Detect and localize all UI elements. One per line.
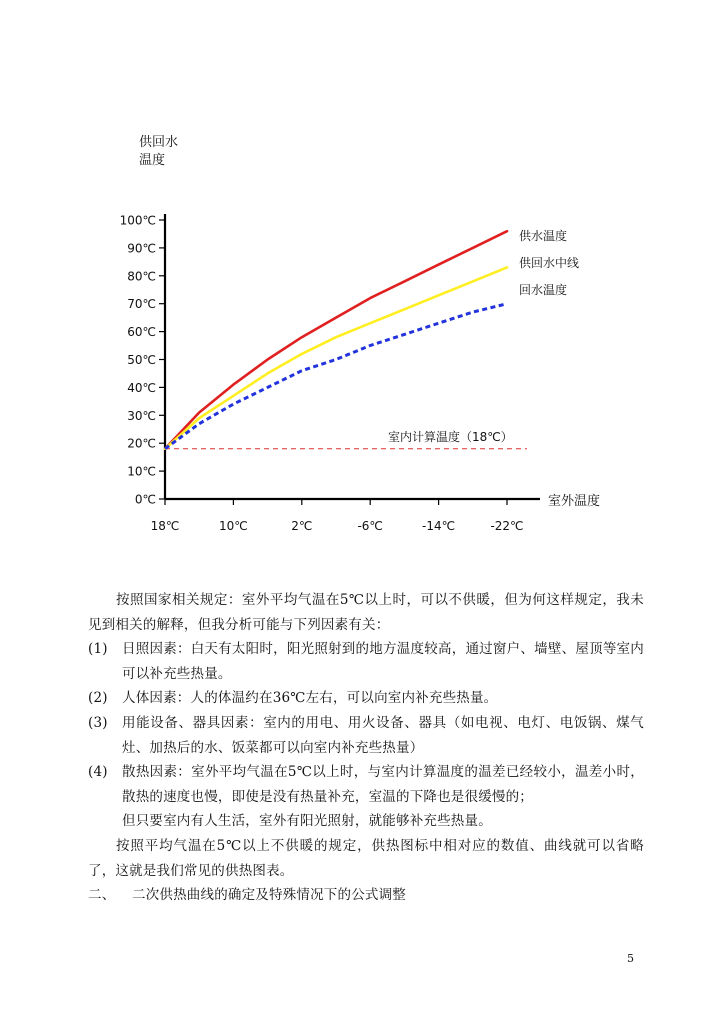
reference-line-label: 室内计算温度（18℃） xyxy=(388,429,513,444)
section-heading xyxy=(88,883,644,908)
factor-text xyxy=(122,711,644,760)
legend-label: 回水温度 xyxy=(519,283,568,297)
y-tick-label: 90℃ xyxy=(127,241,156,256)
factor-list-item xyxy=(88,637,644,686)
factor-text-line: 但只要室内有人生活，室外有阳光照射，就能够补充些热量。 xyxy=(122,813,492,830)
legend-label: 供水温度 xyxy=(519,229,568,243)
x-tick-label: -22℃ xyxy=(490,519,524,533)
factor-list-item xyxy=(88,711,644,760)
chart-axes xyxy=(165,214,540,499)
section-number: 二、 xyxy=(88,887,116,904)
series-line xyxy=(165,267,507,448)
factor-number: (2) xyxy=(88,690,108,707)
factor-list-item xyxy=(88,760,644,834)
factor-text-line: 散热因素：室外平均气温在5℃以上时，与室内计算温度的温差已经较小，温差小时，散热的速度也慢，即使是没有热量补充，室温的下降也是很缓慢的； xyxy=(122,764,644,805)
factor-text xyxy=(122,686,644,711)
y-tick-label: 50℃ xyxy=(127,353,156,367)
legend-label: 供回水中线 xyxy=(519,256,580,270)
y-axis-title-line: 供回水 xyxy=(139,135,179,150)
y-tick-label: 40℃ xyxy=(127,380,156,395)
page-number: 5 xyxy=(627,952,634,965)
y-tick-label: 80℃ xyxy=(127,269,156,284)
y-tick-label: 20℃ xyxy=(127,436,156,451)
factor-list-item xyxy=(88,686,644,711)
x-tick-label: -14℃ xyxy=(422,519,456,533)
chart-series xyxy=(165,231,507,449)
body-text xyxy=(88,588,644,908)
y-axis-ticks xyxy=(120,214,165,507)
y-tick-label: 10℃ xyxy=(127,464,156,479)
x-tick-label: 18℃ xyxy=(150,519,180,533)
series-line xyxy=(165,231,507,449)
factor-text-line: 日照因素：白天有太阳时，阳光照射到的地方温度较高，通过窗户、墙壁、屋顶等室内可以补充些热量。 xyxy=(122,641,644,682)
x-tick-label: -6℃ xyxy=(357,519,383,533)
y-tick-label: 0℃ xyxy=(134,492,156,507)
y-tick-label: 70℃ xyxy=(127,297,156,312)
y-axis-title-line: 温度 xyxy=(139,153,166,168)
y-tick-label: 100℃ xyxy=(119,213,156,228)
paragraph-1: 按照国家相关规定：室外平均气温在5℃以上时，可以不供暖，但为何这样规定，我未见到相关的解释，但我分析可能与下列因素有关： xyxy=(88,592,644,633)
factor-list xyxy=(88,637,644,834)
y-tick-label: 60℃ xyxy=(127,325,156,340)
factor-number: (1) xyxy=(88,641,108,658)
x-tick-label: 2℃ xyxy=(291,519,313,533)
factor-number: (4) xyxy=(88,764,108,781)
y-axis-title xyxy=(139,134,178,168)
x-tick-label: 10℃ xyxy=(219,519,248,533)
x-axis-title: 室外温度 xyxy=(548,494,601,509)
section-title: 二次供热曲线的确定及特殊情况下的公式调整 xyxy=(132,887,406,904)
factor-text-line: 用能设备、器具因素：室内的用电、用火设备、器具（如电视、电灯、电饭锅、煤气灶、加热后的水、饭菜都可以向室内补充些热量） xyxy=(122,714,644,756)
factor-text xyxy=(122,637,644,686)
y-tick-label: 30℃ xyxy=(127,408,156,423)
chart-legend xyxy=(519,228,579,297)
paragraph-2: 按照平均气温在5℃以上不供暖的规定，供热图标中相对应的数值、曲线就可以省略了，这就是我们常见的供热图表。 xyxy=(88,837,644,879)
factor-text xyxy=(122,760,644,834)
series-line xyxy=(165,304,507,449)
factor-text-line: 人体因素：人的体温约在36℃左右，可以向室内补充些热量。 xyxy=(122,690,498,707)
x-axis-ticks xyxy=(151,499,524,533)
factor-number: (3) xyxy=(88,714,108,731)
